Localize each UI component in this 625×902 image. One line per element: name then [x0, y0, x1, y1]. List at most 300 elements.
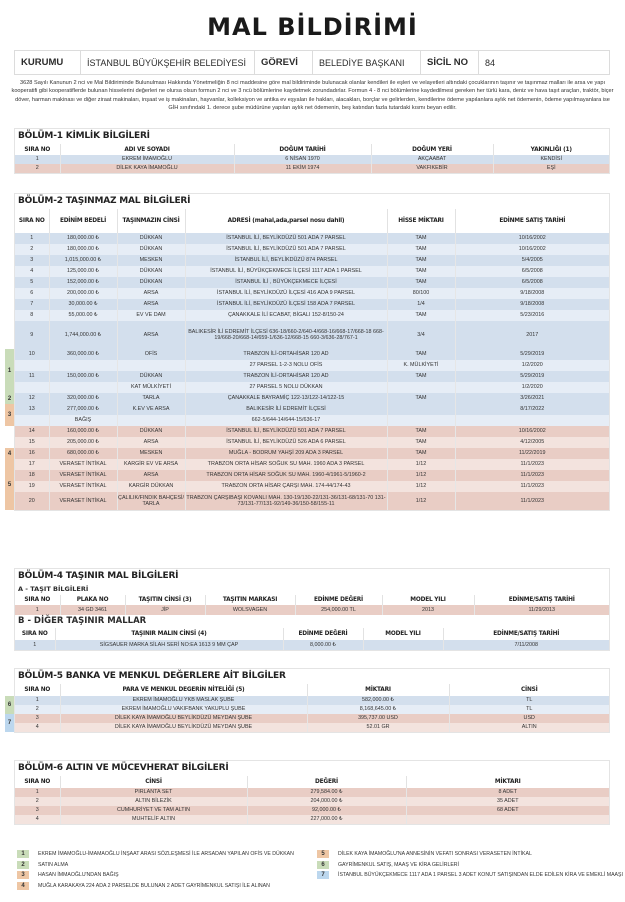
table-cell: 3: [35, 807, 39, 814]
legend-right: [317, 849, 623, 881]
table-cell: WOLSVAGEN: [205, 605, 295, 615]
table-cell: 9: [30, 331, 34, 338]
table-cell: MUĞLA - BODRUM YAHŞİ 209 ADA 3 PARSEL: [185, 448, 387, 459]
table-cell: DİLEK KAYA İMAMOĞLU: [60, 164, 234, 173]
table-cell: İSTANBUL İLİ , BÜYÜKÇEKMECE İLÇESİ: [185, 277, 387, 288]
table-cell: 6: [30, 290, 34, 297]
column-header: MİKTARI: [307, 684, 449, 696]
kurumu-value: İSTANBUL BÜYÜKŞEHİR BELEDİYESİ: [81, 51, 255, 75]
legend-text: İSTANBUL BÜYÜKÇEKMECE 1117 ADA 1 PARSEL 3 ADET KONUT SATIŞINDAN ELDE EDİLEN KİRA VE EMEKLİ MAAŞI: [338, 872, 623, 879]
table-cell: DİLEK KAYA İMAMOĞLU BEYLİKDÜZÜ MEYDAN ŞUBE: [60, 723, 307, 732]
legend-swatch: 5: [317, 850, 329, 858]
table-cell: 27 PARSEL 5 NOLU DÜKKAN: [185, 382, 387, 393]
source-group-marker: 5: [5, 459, 14, 510]
table-cell: 4/12/2005: [455, 437, 609, 448]
kurumu-label: KURUMU: [15, 51, 81, 75]
table-cell: [15, 382, 49, 393]
table-cell: 1: [35, 789, 39, 796]
table-cell: 150,000.00 ₺: [49, 371, 117, 382]
table-cell: 19: [28, 483, 35, 490]
table-row: [15, 788, 609, 797]
table-cell: 152,000.00 ₺: [49, 277, 117, 288]
table-row: [15, 415, 609, 426]
column-header: PARA VE MENKUL DEGERİN NİTELİĞİ (5): [60, 684, 307, 696]
table-cell: 2: [35, 706, 39, 713]
table-cell: 320,000.00 ₺: [49, 393, 117, 404]
table-cell: 360,000.00 ₺: [49, 349, 117, 360]
table-cell: 1/12: [387, 459, 455, 470]
column-header: YAKINLIĞI (1): [493, 144, 609, 155]
sicil-value: 84: [479, 51, 610, 75]
table-cell: ALTIN BİLEZİK: [60, 797, 247, 806]
table-cell: 7/11/2008: [443, 640, 609, 650]
header-row: [15, 144, 609, 155]
table-cell: 27 PARSEL 1-2-3 NOLU OFİS: [185, 360, 387, 371]
table-row: [15, 714, 609, 723]
table-cell: 11/29/2013: [474, 605, 609, 615]
table-cell: DÜKKAN: [117, 266, 185, 277]
legend-item: [17, 881, 294, 892]
declarant-info-table: [14, 50, 610, 75]
table-cell: BALIKESİR İLİ EDREMİT İLÇESİ: [185, 404, 387, 415]
table-cell: 1: [35, 697, 39, 704]
section-title: BÖLÜM-1 KİMLİK BİLGİLERİ: [18, 131, 150, 141]
table-row: [15, 459, 609, 470]
table-cell: 5/4/2005: [455, 255, 609, 266]
table-cell: 14: [28, 428, 35, 435]
section-title: BÖLÜM-5 BANKA VE MENKUL DEĞERLERE AİT BİLGİLER: [18, 671, 286, 681]
table-row: [15, 470, 609, 481]
table-cell: 80/100: [387, 288, 455, 299]
legend-item: [17, 860, 294, 871]
table-cell: TAM: [387, 310, 455, 321]
table-cell: İSTANBUL İLİ, BEYLİKDÜZÜ 501 ADA 7 PARSEL: [185, 244, 387, 255]
table-cell: 8,168,645.00 ₺: [307, 705, 449, 714]
table-cell: TL: [449, 705, 609, 714]
table-cell: OFİS: [117, 349, 185, 360]
table-cell: 10/16/2002: [455, 426, 609, 437]
table-row: [15, 696, 609, 705]
table-cell: 1/2/2020: [455, 360, 609, 371]
table-cell: 125,000.00 ₺: [49, 266, 117, 277]
column-header: EDİNME DEĞERİ: [283, 628, 363, 640]
section-bolum6: [14, 760, 610, 825]
law-text: 3628 Sayılı Kanunun 2 nci ve Mal Bildiriminde Bulunulması Hakkında Yönetmeliğin 8 nci maddesine göre mal bildiriminde bulunacak olanlar kendileri ile eşleri ve velayetleri altındaki çocuklarının taşınır ve taşınmaz malları ile arsa ve yapı kooperatifi gibi kooperatiflerde bulunan hisselerini değerleri ne olursa olsun formun 2 nci ve 3 ncü bölümlerine kaydetmek zorundadırlar. Formun 4 - 8 nci bölümlerine kaydedilmesi gereken her türlü kara, deniz ve hava taşıt araçları, traktör, biçer döver, harman makinası ve diğer ziraat makinaları, inşaat ve iş makinaları, hayvanlar, kolleksiyon ve antika ev eşyaları ile hakları, alacakları, borçlar ve gelirlerden, kendilerine ödeme yapılanlara aylık net ödemenin, ödeme yapılmayanlara ise GİH sınıfındaki 1. derece şube müdürüne yapılan aylık net ödemenin, beş katından fazla tutardaki kısmı beyan edilir.: [11, 80, 614, 112]
sicil-label: SİCİL NO: [421, 51, 479, 75]
table-cell: EKREM İMAMOĞLU VAKIFBANK YAKUPLU ŞUBE: [60, 705, 307, 714]
table-cell: ÇANAKKALE BAYRAMİÇ 122-13/122-14/122-15: [185, 393, 387, 404]
table-cell: TRABZON ORTA HİSAR ÇARŞI MAH. 174-44/174-43: [185, 481, 387, 492]
table-cell: DÜKKAN: [117, 277, 185, 288]
table-cell: 18: [28, 472, 35, 479]
table-cell: KARGİR EV VE ARSA: [117, 459, 185, 470]
table-cell: KAT MÜLKİYETİ: [117, 382, 185, 393]
table-cell: 1/2/2020: [455, 382, 609, 393]
table-cell: [117, 415, 185, 426]
source-group-marker: 1: [5, 349, 14, 393]
legend-item: [317, 870, 623, 881]
table-cell: 7: [30, 301, 34, 308]
column-header: TAŞINMAZIN CİNSİ: [117, 209, 185, 233]
table-cell: ÇALILIK/FINDIK BAHÇESİ/ TARLA: [117, 492, 185, 510]
column-header: DEĞERİ: [247, 776, 406, 788]
vehicle-table: [15, 595, 609, 615]
table-cell: [363, 640, 443, 650]
column-header: EDİNME DEĞERİ: [295, 595, 382, 605]
legend-text: MUĞLA KARAKAYA 224 ADA 2 PARSELDE BULUNAN 2 ADET GAYRİMENKUL SATIŞI İLE ALINAN: [38, 882, 270, 889]
table-row: [15, 797, 609, 806]
table-cell: 2013: [382, 605, 474, 615]
table-cell: 2: [35, 798, 39, 805]
identity-table: [15, 144, 609, 173]
legend-swatch: 3: [17, 871, 29, 879]
section-title: BÖLÜM-6 ALTIN VE MÜCEVHERAT BİLGİLERİ: [18, 763, 229, 773]
table-cell: TRABZON ORTA HİSAR SOĞUK SU MAH. 1960 ADA 3 PARSEL: [185, 459, 387, 470]
table-cell: 13: [28, 406, 35, 413]
table-cell: TAM: [387, 255, 455, 266]
table-cell: EKREM İMAMOĞLU: [60, 155, 234, 164]
table-cell: 395,737.00 USD: [307, 714, 449, 723]
column-header: EDİNME/SATIŞ TARİHİ: [474, 595, 609, 605]
table-cell: JİP: [125, 605, 205, 615]
legend-item: [317, 849, 623, 860]
table-cell: EŞİ: [493, 164, 609, 173]
table-cell: [117, 360, 185, 371]
table-cell: 17: [28, 461, 35, 468]
legend-text: EKREM İMAMOĞLU-İMAMAOĞLU İNŞAAT ARASI SÖZLEŞMESİ İLE ARSADAN YAPILAN OFİS VE DÜKKAN: [38, 851, 294, 858]
table-cell: 205,000.00 ₺: [49, 437, 117, 448]
legend-text: GAYRİMENKUL SATIŞ, MAAŞ VE KİRA GELİRLERİ: [338, 861, 459, 868]
table-cell: VAKFIKEBİR: [371, 164, 493, 173]
gorevi-label: GÖREVİ: [255, 51, 313, 75]
table-cell: 227,000.00 ₺: [247, 815, 406, 824]
table-cell: 10/16/2002: [455, 244, 609, 255]
table-cell: [406, 815, 609, 824]
table-cell: EKREM İMAMOĞLU YKB MASLAK ŞUBE: [60, 696, 307, 705]
source-group-marker: 4: [5, 448, 14, 459]
table-row: [15, 155, 609, 164]
table-cell: 15: [28, 439, 35, 446]
table-cell: 3/4: [387, 321, 455, 349]
table-row: [15, 426, 609, 437]
table-cell: 12: [28, 395, 35, 402]
table-row: [15, 288, 609, 299]
table-cell: TRABZON İLİ-ORTAHİSAR 120 AD: [185, 371, 387, 382]
legend-text: HASAN İMMAOĞLU'NDAN BAĞIŞ: [38, 872, 119, 879]
legend-swatch: 4: [17, 882, 29, 890]
table-cell: 1/4: [387, 299, 455, 310]
table-cell: 11: [28, 373, 35, 380]
table-row: [15, 492, 609, 510]
legend-text: DİLEK KAYA İMAMOĞLU'NA ANNESİNİN VEFATI SONRASI VERASETEN İNTİKAL: [338, 851, 532, 858]
column-header: MODEL YILI: [363, 628, 443, 640]
source-group-marker: 6: [5, 696, 14, 714]
table-cell: İSTANBUL İLİ, BEYLİKDÜZÜ 526 ADA 6 PARSEL: [185, 437, 387, 448]
table-cell: [15, 360, 49, 371]
table-cell: 2: [30, 246, 34, 253]
column-header: SIRA NO: [15, 595, 60, 605]
column-header: SIRA NO: [15, 209, 49, 233]
table-cell: BAĞIŞ: [49, 415, 117, 426]
table-cell: ÇANAKKALE İLİ ECABAT, BİGALI 152-8/150-24: [185, 310, 387, 321]
table-cell: USD: [449, 714, 609, 723]
table-cell: TAM: [387, 349, 455, 360]
table-cell: 180,000.00 ₺: [49, 244, 117, 255]
column-header: EDİNME/SATIŞ TARİHİ: [443, 628, 609, 640]
column-header: TAŞINIR MALIN CİNSİ (4): [55, 628, 283, 640]
table-cell: 10: [28, 351, 35, 358]
column-header: SIRA NO: [15, 684, 60, 696]
legend-text: SATIN ALMA: [38, 861, 69, 868]
table-cell: 8 ADET: [406, 788, 609, 797]
table-cell: ARSA: [117, 288, 185, 299]
column-header: HİSSE MİKTARI: [387, 209, 455, 233]
column-header: SIRA NO: [15, 776, 60, 788]
table-cell: K. MÜLKİYETİ: [387, 360, 455, 371]
table-cell: İSTANBUL İLİ, BÜYÜKÇEKMECE İLÇESİ 1117 ADA 1 PARSEL: [185, 266, 387, 277]
table-cell: PIRLANTA SET: [60, 788, 247, 797]
section-title: BÖLÜM-4 TAŞINIR MAL BİLGİLERİ: [18, 571, 179, 581]
table-cell: 10/16/2002: [455, 233, 609, 244]
table-cell: 1: [33, 641, 37, 648]
table-cell: AKÇAABAT: [371, 155, 493, 164]
column-header: SIRA NO: [15, 144, 60, 155]
header-row: [15, 209, 609, 233]
column-header: PLAKA NO: [60, 595, 125, 605]
section-title: BÖLÜM-2 TAŞINMAZ MAL BİLGİLERİ: [18, 196, 191, 206]
table-row: [15, 360, 609, 371]
table-cell: 204,000.00 ₺: [247, 797, 406, 806]
column-header: SIRA NO: [15, 628, 55, 640]
table-cell: DÜKKAN: [117, 426, 185, 437]
table-row: [15, 299, 609, 310]
table-cell: 20: [28, 497, 35, 504]
table-cell: 662-5/644-14/644-15/636-17: [185, 415, 387, 426]
table-cell: 4: [30, 268, 34, 275]
table-cell: [15, 415, 49, 426]
legend-swatch: 2: [17, 861, 29, 869]
table-cell: 3: [30, 257, 34, 264]
table-cell: 8: [30, 312, 34, 319]
table-cell: BALIKESİR İLİ EDREMİT İLÇESİ 636-18/660-2/640-4/668-16/668-17/668-18 668-19/668-20/668-14/659-1/636-12/668-15 660-3/636-28/767-1: [185, 321, 387, 349]
table-cell: 8/17/2022: [455, 404, 609, 415]
table-cell: 2017: [455, 321, 609, 349]
table-cell: 1,015,000.00 ₺: [49, 255, 117, 266]
table-cell: 1/12: [387, 481, 455, 492]
table-cell: 5/23/2016: [455, 310, 609, 321]
legend-swatch: 1: [17, 850, 29, 858]
table-cell: 52.01 GR: [307, 723, 449, 732]
table-cell: 9/18/2008: [455, 299, 609, 310]
table-cell: 1,744,000.00 ₺: [49, 321, 117, 349]
legend-item: [317, 860, 623, 871]
table-cell: İSTANBUL İLİ, BEYLİKDÜZÜ 501 ADA 7 PARSEL: [185, 233, 387, 244]
table-cell: 1/12: [387, 492, 455, 510]
table-cell: [49, 360, 117, 371]
section-bolum2: [14, 193, 610, 511]
table-cell: İSTANBUL İLİ, BEYLİKDÜZÜ İLÇESİ 416 ADA 9 PARSEL: [185, 288, 387, 299]
gorevi-value: BELEDİYE BAŞKANI: [313, 51, 421, 75]
source-group-marker: 3: [5, 404, 14, 426]
table-cell: 6 NİSAN 1970: [234, 155, 371, 164]
table-cell: 254,000.00 TL: [295, 605, 382, 615]
table-row: [15, 244, 609, 255]
table-cell: TARLA: [117, 393, 185, 404]
table-row: [15, 806, 609, 815]
table-cell: 4: [35, 816, 39, 823]
gold-jewelry-table: [15, 776, 609, 824]
header-row: [15, 776, 609, 788]
source-group-marker: 2: [5, 393, 14, 404]
column-header: DOĞUM YERİ: [371, 144, 493, 155]
table-cell: TRABZON ÇARŞIBAŞI KOVANLI MAH. 130-19/130-22/131-36/131-68/131-70 131-73/131-77/131-92/149-36/150-58/155-11: [185, 492, 387, 510]
column-header: CİNSİ: [60, 776, 247, 788]
table-cell: VERASET İNTİKAL: [49, 492, 117, 510]
legend-swatch: 7: [317, 871, 329, 879]
table-cell: 30,000.00 ₺: [49, 299, 117, 310]
table-cell: 279,584.00 ₺: [247, 788, 406, 797]
table-cell: MESKEN: [117, 448, 185, 459]
table-cell: TAM: [387, 448, 455, 459]
table-row: [15, 266, 609, 277]
table-cell: İSTANBUL İLİ, BEYLİKDÜZÜ İLÇESİ 158 ADA 7 PARSEL: [185, 299, 387, 310]
table-cell: 11/1/2023: [455, 470, 609, 481]
table-cell: ARSA: [117, 299, 185, 310]
column-header: ADI VE SOYADI: [60, 144, 234, 155]
table-cell: VERASET İNTİKAL: [49, 481, 117, 492]
table-cell: [455, 415, 609, 426]
table-row: [15, 277, 609, 288]
table-row: [15, 404, 609, 415]
table-cell: 3/26/2021: [455, 393, 609, 404]
table-cell: 55,000.00 ₺: [49, 310, 117, 321]
table-cell: [387, 382, 455, 393]
table-cell: TAM: [387, 233, 455, 244]
table-cell: DİLEK KAYA İMAMOĞLU BEYLİKDÜZÜ MEYDAN ŞUBE: [60, 714, 307, 723]
column-header: MODEL YILI: [382, 595, 474, 605]
table-cell: 680,000.00 ₺: [49, 448, 117, 459]
table-cell: 35 ADET: [406, 797, 609, 806]
header-row: [15, 628, 609, 640]
table-cell: TL: [449, 696, 609, 705]
table-row: [15, 310, 609, 321]
table-cell: DÜKKAN: [117, 244, 185, 255]
table-cell: 582,000.00 ₺: [307, 696, 449, 705]
table-cell: İSTANBUL İLİ, BEYLİKDÜZÜ 501 ADA 7 PARSEL: [185, 426, 387, 437]
table-cell: 5/29/2019: [455, 371, 609, 382]
table-cell: ARSA: [117, 321, 185, 349]
table-row: [15, 371, 609, 382]
table-row: [15, 815, 609, 824]
page-title: MAL BİLDİRİMİ: [207, 13, 418, 41]
source-group-marker: 7: [5, 714, 14, 732]
section-bolum5: [14, 668, 610, 733]
table-cell: 5/29/2019: [455, 349, 609, 360]
table-cell: [387, 404, 455, 415]
table-cell: 1: [35, 606, 39, 613]
table-cell: 11 EKİM 1974: [234, 164, 371, 173]
legend-swatch: 6: [317, 861, 329, 869]
table-cell: 16: [28, 450, 35, 457]
table-row: [15, 233, 609, 244]
table-cell: 34 GD 3461: [60, 605, 125, 615]
table-cell: 3: [35, 715, 39, 722]
table-cell: TAM: [387, 244, 455, 255]
table-row: [15, 321, 609, 349]
column-header: MİKTARI: [406, 776, 609, 788]
table-row: [15, 705, 609, 714]
table-cell: ARSA: [117, 470, 185, 481]
table-cell: VERASET İNTİKAL: [49, 470, 117, 481]
table-cell: 200,000.00 ₺: [49, 288, 117, 299]
table-cell: 1: [30, 235, 34, 242]
legend-item: [17, 870, 294, 881]
table-cell: İSTANBUL İLİ, BEYLİKDÜZÜ 874 PARSEL: [185, 255, 387, 266]
table-cell: DÜKKAN: [117, 233, 185, 244]
table-cell: TRABZON İLİ-ORTAHİSAR 120 AD: [185, 349, 387, 360]
real-estate-table: [15, 209, 609, 510]
table-cell: TAM: [387, 371, 455, 382]
header-row: [15, 595, 609, 605]
bank-table: [15, 684, 609, 732]
table-cell: KARGİR DÜKKAN: [117, 481, 185, 492]
table-cell: ARSA: [117, 437, 185, 448]
legend-item: [17, 849, 294, 860]
table-cell: 160,000.00 ₺: [49, 426, 117, 437]
table-cell: 1: [35, 156, 39, 163]
table-cell: TAM: [387, 393, 455, 404]
table-cell: 68 ADET: [406, 806, 609, 815]
table-row: [15, 382, 609, 393]
table-cell: DÜKKAN: [117, 371, 185, 382]
table-cell: 11/22/2019: [455, 448, 609, 459]
table-cell: 180,000.00 ₺: [49, 233, 117, 244]
table-row: [15, 723, 609, 732]
table-cell: [387, 415, 455, 426]
column-header: TAŞITIN MARKASI: [205, 595, 295, 605]
other-movables-table: [15, 628, 609, 650]
table-cell: 6/5/2008: [455, 277, 609, 288]
column-header: EDİNME SATIŞ TARİHİ: [455, 209, 609, 233]
table-cell: TRABZON ORTA HİSAR SOĞUK SU MAH. 1960-4/1961-5/1960-2: [185, 470, 387, 481]
table-cell: MUHTELİF ALTIN: [60, 815, 247, 824]
table-cell: 9/18/2008: [455, 288, 609, 299]
table-cell: MESKEN: [117, 255, 185, 266]
table-row: [15, 164, 609, 173]
table-cell: EV VE DAM: [117, 310, 185, 321]
table-cell: 11/1/2023: [455, 459, 609, 470]
table-cell: ALTIN: [449, 723, 609, 732]
header-row: [15, 684, 609, 696]
column-header: EDİNİM BEDELİ: [49, 209, 117, 233]
table-cell: CUMHURİYET VE TAM ALTIN: [60, 806, 247, 815]
table-cell: [49, 382, 117, 393]
table-row: [15, 349, 609, 360]
table-row: [15, 393, 609, 404]
section-bolum1: [14, 128, 610, 174]
table-row: [15, 437, 609, 448]
table-cell: 11/1/2023: [455, 492, 609, 510]
subsection-title: A - TAŞIT BİLGİLERİ: [18, 585, 89, 593]
table-row: [15, 605, 609, 615]
table-cell: KENDİSİ: [493, 155, 609, 164]
table-cell: 5: [30, 279, 34, 286]
table-cell: 277,000.00 ₺: [49, 404, 117, 415]
table-cell: TAM: [387, 426, 455, 437]
column-header: DOĞUM TARİHİ: [234, 144, 371, 155]
table-row: [15, 481, 609, 492]
subsection-title: B - DİĞER TAŞINIR MALLAR: [18, 616, 147, 626]
